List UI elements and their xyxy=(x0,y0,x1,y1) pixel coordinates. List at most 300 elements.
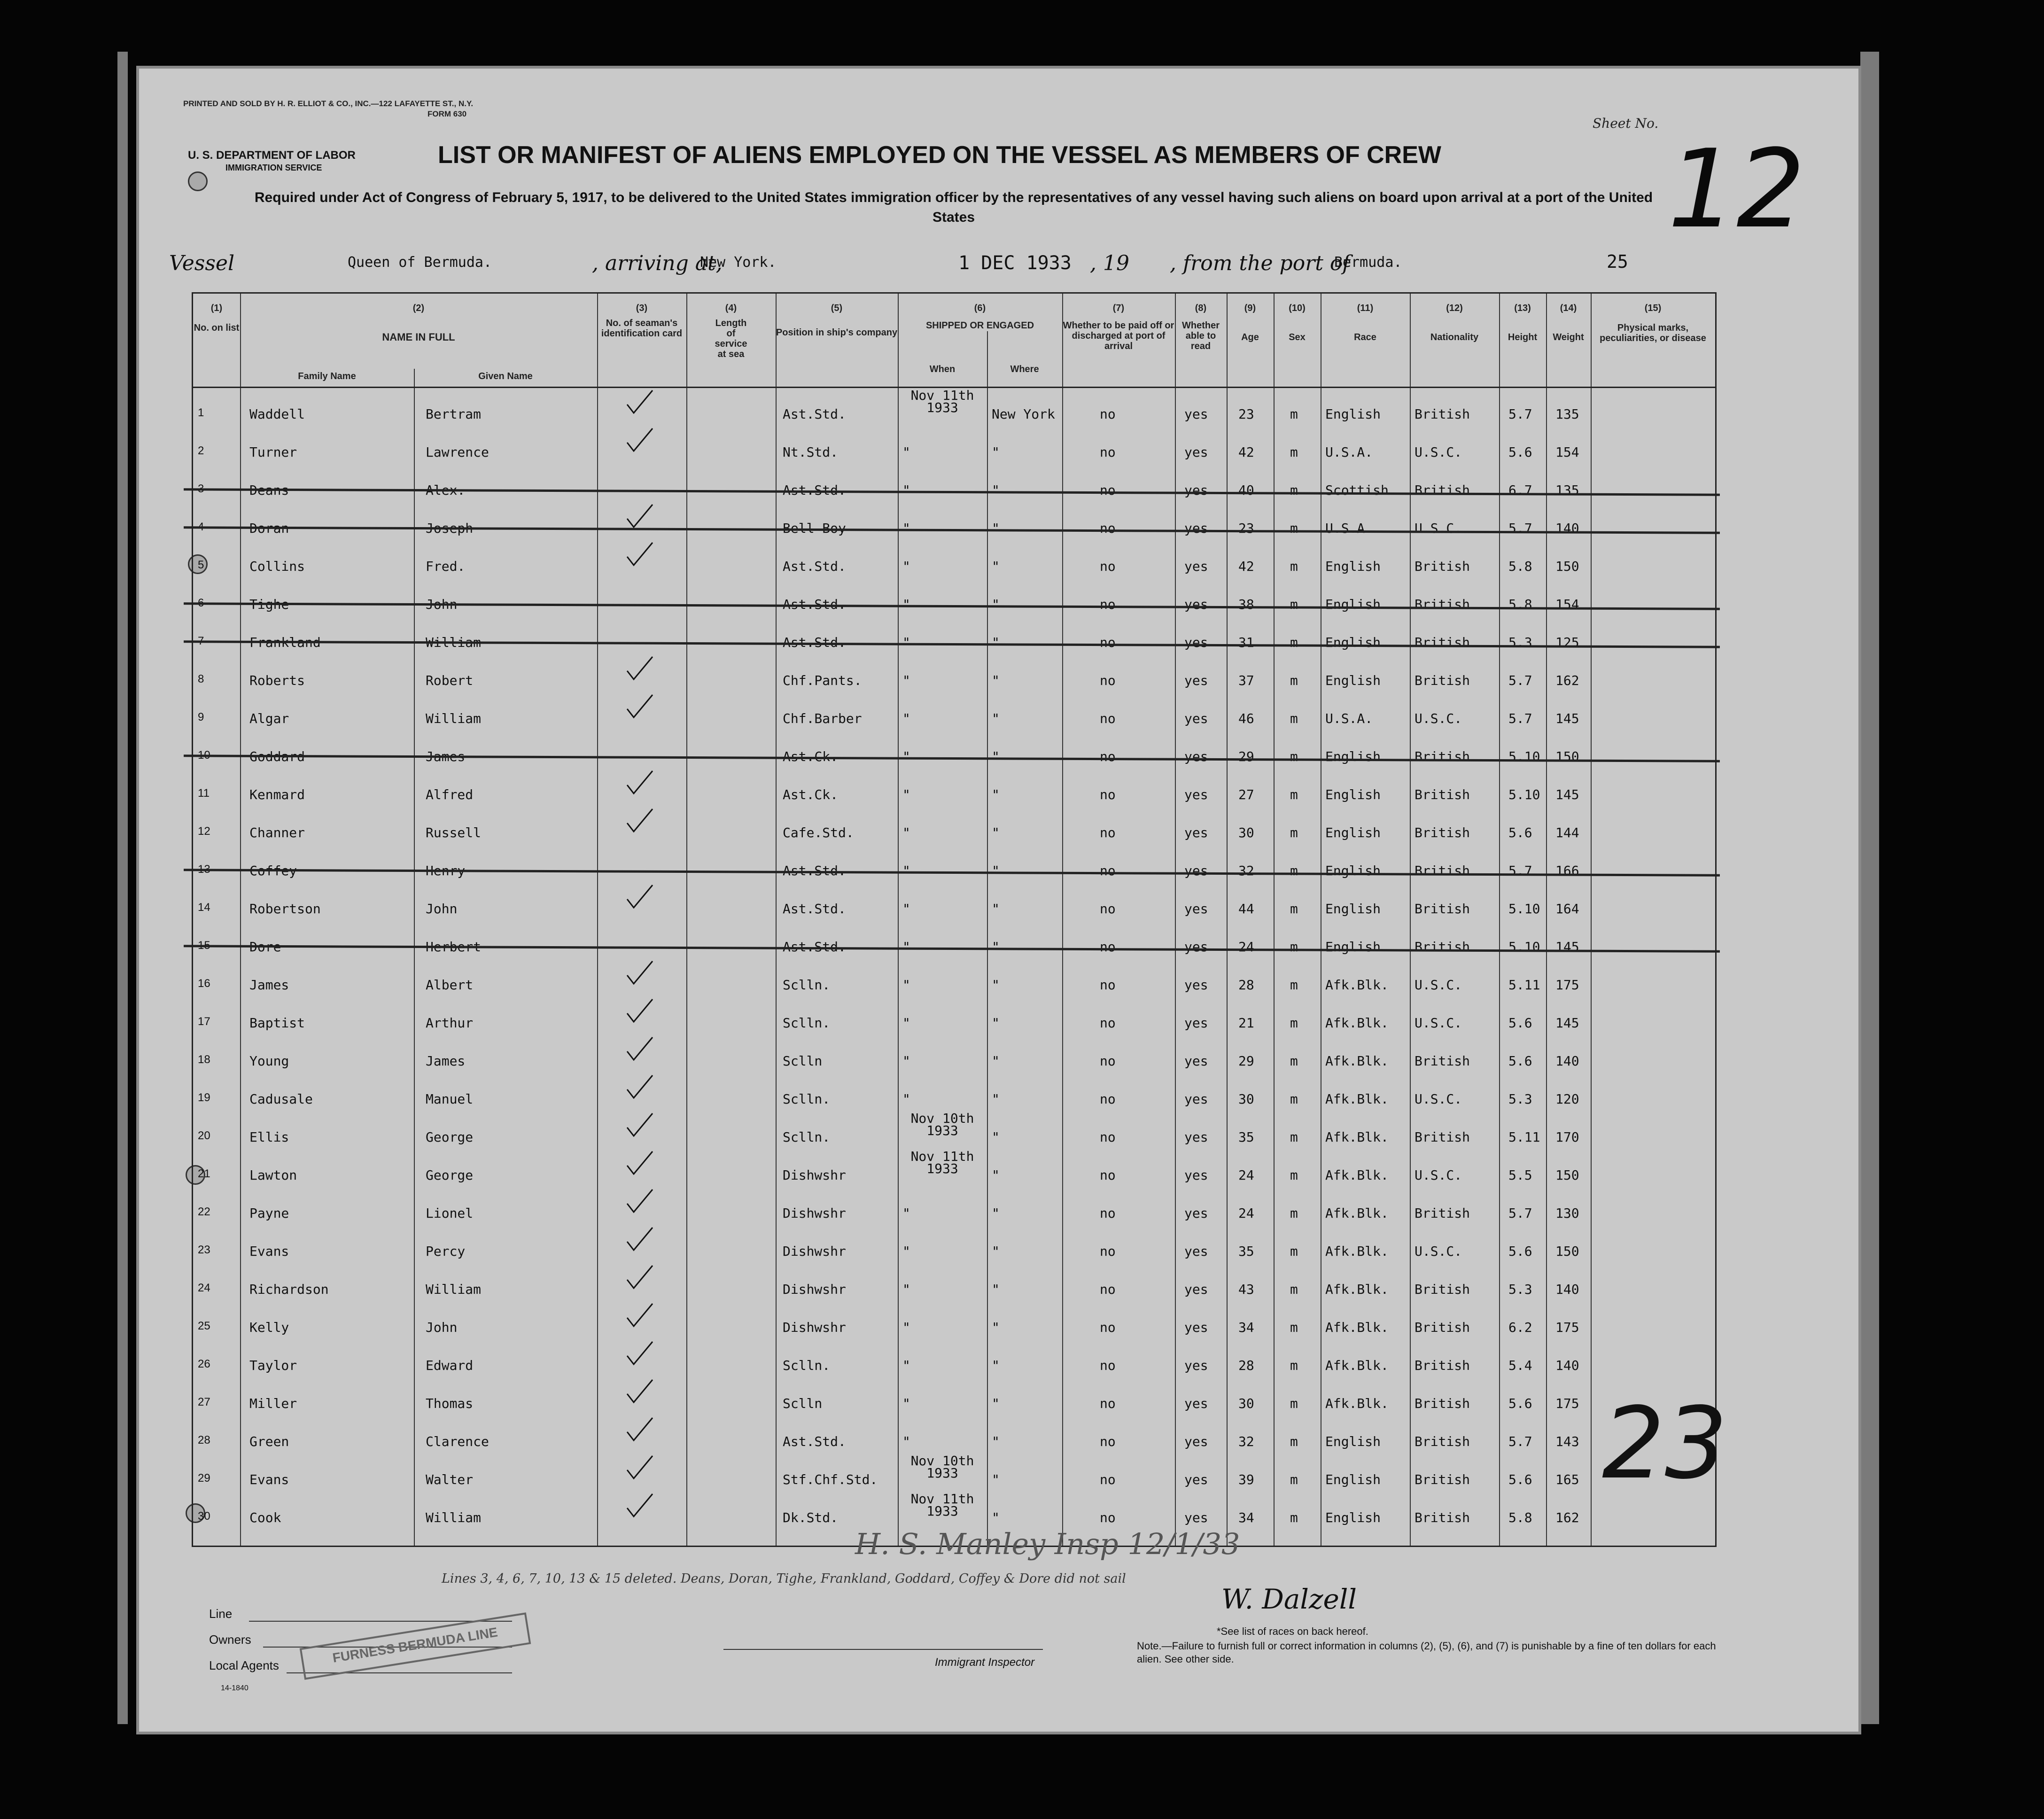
nationality: British xyxy=(1414,1510,1470,1525)
age: 28 xyxy=(1238,1358,1254,1373)
table-row xyxy=(193,1229,1715,1267)
age: 23 xyxy=(1238,406,1254,422)
nationality: British xyxy=(1414,559,1470,574)
position: Ast.Std. xyxy=(783,939,846,955)
nationality: British xyxy=(1414,1396,1470,1411)
paid-off: no xyxy=(1100,521,1116,536)
weight: 150 xyxy=(1555,1244,1579,1259)
shipped-when: Nov 11th 1933 xyxy=(910,388,974,415)
paid-off: no xyxy=(1100,482,1116,498)
shipped-where: " xyxy=(992,749,1000,764)
position: Ast.Std. xyxy=(783,635,846,650)
shipped-where: " xyxy=(992,1396,1000,1411)
check-mark-icon xyxy=(625,426,653,454)
able-to-read: yes xyxy=(1184,559,1208,574)
page-edge-right xyxy=(1860,52,1879,1724)
paid-off: no xyxy=(1100,939,1116,955)
check-mark-icon xyxy=(625,1377,653,1405)
sex: m xyxy=(1290,1244,1298,1259)
sex: m xyxy=(1290,977,1298,993)
paid-off: no xyxy=(1100,825,1116,840)
shipped-where: " xyxy=(992,482,1000,498)
weight: 150 xyxy=(1555,559,1579,574)
weight: 135 xyxy=(1555,406,1579,422)
position: Sclln. xyxy=(783,1129,831,1145)
shipped-where: " xyxy=(992,711,1000,726)
col1-label: No. on list xyxy=(194,323,240,333)
row-number: 26 xyxy=(198,1358,210,1370)
weight: 140 xyxy=(1555,1358,1579,1373)
table-row xyxy=(193,659,1715,696)
nationality: British xyxy=(1414,1129,1470,1145)
row-number: 8 xyxy=(198,673,204,685)
col10-label: Sex xyxy=(1289,332,1306,342)
table-row xyxy=(193,1149,1715,1191)
shipped-when: " xyxy=(902,482,910,498)
col4-number: (4) xyxy=(725,303,737,313)
paid-off: no xyxy=(1100,1358,1116,1373)
height: 5.3 xyxy=(1508,1091,1532,1107)
col5-header xyxy=(776,303,898,338)
age: 32 xyxy=(1238,863,1254,878)
row-number: 21 xyxy=(198,1167,210,1180)
col3-label: No. of seaman's identification card xyxy=(601,318,683,339)
row-number: 2 xyxy=(198,444,204,457)
family-name: Richardson xyxy=(249,1282,329,1297)
shipped-where: " xyxy=(992,1320,1000,1335)
given-name: William xyxy=(426,711,482,726)
row-number: 23 xyxy=(198,1244,210,1256)
race: English xyxy=(1325,1472,1381,1487)
col13-header xyxy=(1499,303,1546,342)
year-label: , 19 xyxy=(1090,251,1129,275)
race: U.S.A. xyxy=(1325,521,1373,536)
penalty-note: Note.—Failure to furnish full or correct information in columns (2), (5), (6), and (7) is punishable by a fine of ten dollars for each alien. See other side. xyxy=(1137,1640,1716,1665)
shipped-when: " xyxy=(902,521,910,536)
row-number: 17 xyxy=(198,1015,210,1028)
col14-number: (14) xyxy=(1560,303,1577,313)
col6-header xyxy=(898,303,1062,331)
shipped-where: New York xyxy=(992,406,1055,422)
check-mark-icon xyxy=(625,1301,653,1329)
position: Cafe.Std. xyxy=(783,825,854,840)
shipped-where: " xyxy=(992,901,1000,917)
races-note: *See list of races on back hereof. xyxy=(1217,1625,1368,1637)
shipped-when: " xyxy=(902,444,910,460)
height: 5.7 xyxy=(1508,711,1532,726)
nationality: British xyxy=(1414,863,1470,878)
check-mark-icon xyxy=(625,1415,653,1443)
col14-header xyxy=(1546,303,1591,342)
age: 24 xyxy=(1238,1205,1254,1221)
race: English xyxy=(1325,1510,1381,1525)
age: 32 xyxy=(1238,1434,1254,1449)
table-row xyxy=(193,1191,1715,1229)
check-mark-icon xyxy=(625,1225,653,1253)
given-name: Herbert xyxy=(426,939,482,955)
weight: 140 xyxy=(1555,1053,1579,1069)
sex: m xyxy=(1290,863,1298,878)
age: 30 xyxy=(1238,825,1254,840)
age: 31 xyxy=(1238,635,1254,650)
height: 5.7 xyxy=(1508,406,1532,422)
nationality: British xyxy=(1414,749,1470,764)
paid-off: no xyxy=(1100,1396,1116,1411)
service-name: IMMIGRATION SERVICE xyxy=(225,163,322,172)
able-to-read: yes xyxy=(1184,521,1208,536)
nationality: British xyxy=(1414,1282,1470,1297)
strike-through-line xyxy=(184,640,1720,648)
position: Dishwshr xyxy=(783,1282,846,1297)
age: 30 xyxy=(1238,1396,1254,1411)
paid-off: no xyxy=(1100,406,1116,422)
position: Dishwshr xyxy=(783,1205,846,1221)
able-to-read: yes xyxy=(1184,787,1208,802)
weight: 166 xyxy=(1555,863,1579,878)
position: Ast.Std. xyxy=(783,901,846,917)
col12-header xyxy=(1410,303,1499,342)
row-number: 19 xyxy=(198,1091,210,1104)
col14-label: Weight xyxy=(1553,332,1584,342)
department-name: U. S. DEPARTMENT OF LABOR xyxy=(188,149,356,162)
check-mark-icon xyxy=(625,1491,653,1519)
age: 37 xyxy=(1238,673,1254,688)
race: English xyxy=(1325,939,1381,955)
arriving-port: New York. xyxy=(700,254,777,271)
paid-off: no xyxy=(1100,1167,1116,1183)
sex: m xyxy=(1290,901,1298,917)
family-name: Kelly xyxy=(249,1320,289,1335)
age: 40 xyxy=(1238,482,1254,498)
given-name: Alex. xyxy=(426,482,466,498)
paid-off: no xyxy=(1100,597,1116,612)
table-row xyxy=(193,735,1715,772)
row-number: 28 xyxy=(198,1434,210,1446)
family-name: Waddell xyxy=(249,406,305,422)
row-number: 4 xyxy=(198,521,204,533)
table-row xyxy=(193,1344,1715,1381)
table-row xyxy=(193,963,1715,1001)
row-number: 11 xyxy=(198,787,210,800)
height: 5.5 xyxy=(1508,1167,1532,1183)
vessel-name: Queen of Bermuda. xyxy=(348,254,492,271)
col2a-header: Family Name xyxy=(298,371,356,381)
race: Afk.Blk. xyxy=(1325,1396,1389,1411)
height: 5.10 xyxy=(1508,787,1540,802)
nationality: British xyxy=(1414,901,1470,917)
col7-label: Whether to be paid off or discharged at port of arrival xyxy=(1063,320,1174,351)
age: 29 xyxy=(1238,1053,1254,1069)
shipped-when: " xyxy=(902,1053,910,1069)
able-to-read: yes xyxy=(1184,1472,1208,1487)
able-to-read: yes xyxy=(1184,1244,1208,1259)
table-row xyxy=(193,621,1715,658)
table-row xyxy=(193,468,1715,506)
race: English xyxy=(1325,825,1381,840)
row-number: 25 xyxy=(198,1320,210,1332)
given-name: James xyxy=(426,749,466,764)
shipped-where: " xyxy=(992,1015,1000,1031)
height: 5.6 xyxy=(1508,1244,1532,1259)
height: 5.8 xyxy=(1508,559,1532,574)
nationality: U.S.C. xyxy=(1414,444,1462,460)
shipped-when: " xyxy=(902,749,910,764)
able-to-read: yes xyxy=(1184,597,1208,612)
arriving-label: , arriving at, xyxy=(592,251,723,275)
table-row xyxy=(193,1306,1715,1343)
race: Afk.Blk. xyxy=(1325,1358,1389,1373)
paid-off: no xyxy=(1100,1320,1116,1335)
sex: m xyxy=(1290,444,1298,460)
weight: 143 xyxy=(1555,1434,1579,1449)
strike-through-line xyxy=(184,602,1720,610)
table-row xyxy=(193,1453,1715,1495)
able-to-read: yes xyxy=(1184,749,1208,764)
given-name: William xyxy=(426,1510,482,1525)
col2-header xyxy=(240,303,597,342)
arrival-date: 1 DEC 1933 xyxy=(958,252,1072,274)
check-mark-icon xyxy=(625,540,653,568)
row-number: 14 xyxy=(198,901,210,914)
family-name: Green xyxy=(249,1434,289,1449)
race: English xyxy=(1325,635,1381,650)
able-to-read: yes xyxy=(1184,1091,1208,1107)
family-name: Miller xyxy=(249,1396,297,1411)
paid-off: no xyxy=(1100,1053,1116,1069)
shipped-when: " xyxy=(902,825,910,840)
height: 5.7 xyxy=(1508,1434,1532,1449)
age: 29 xyxy=(1238,749,1254,764)
sex: m xyxy=(1290,1053,1298,1069)
table-row xyxy=(193,697,1715,734)
family-name: Tighe xyxy=(249,597,289,612)
able-to-read: yes xyxy=(1184,901,1208,917)
height: 6.2 xyxy=(1508,1320,1532,1335)
sex: m xyxy=(1290,521,1298,536)
shipped-where: " xyxy=(992,1129,1000,1145)
strike-through-line xyxy=(184,754,1720,762)
height: 5.6 xyxy=(1508,444,1532,460)
position: Ast.Std. xyxy=(783,1434,846,1449)
height: 5.6 xyxy=(1508,1396,1532,1411)
weight: 145 xyxy=(1555,1015,1579,1031)
family-name: Evans xyxy=(249,1472,289,1487)
position: Sclln. xyxy=(783,977,831,993)
sex: m xyxy=(1290,482,1298,498)
table-row xyxy=(193,430,1715,468)
row-number: 1 xyxy=(198,406,204,419)
race: Afk.Blk. xyxy=(1325,1282,1389,1297)
paid-off: no xyxy=(1100,749,1116,764)
family-name: Collins xyxy=(249,559,305,574)
check-mark-icon xyxy=(625,1034,653,1063)
family-name: Goddard xyxy=(249,749,305,764)
crew-table xyxy=(192,292,1717,1547)
height: 5.3 xyxy=(1508,1282,1532,1297)
position: Ast.Ck. xyxy=(783,749,839,764)
shipped-when: " xyxy=(902,1358,910,1373)
sex: m xyxy=(1290,1320,1298,1335)
paid-off: no xyxy=(1100,444,1116,460)
race: English xyxy=(1325,673,1381,688)
nationality: British xyxy=(1414,1358,1470,1373)
printer-imprint xyxy=(183,99,473,119)
weight: 165 xyxy=(1555,1472,1579,1487)
col6a-header: When xyxy=(929,364,956,374)
strike-through-line xyxy=(184,488,1720,496)
check-mark-icon xyxy=(625,692,653,720)
given-name: Lawrence xyxy=(426,444,489,460)
given-name: Clarence xyxy=(426,1434,489,1449)
col8-label: Whether able to read xyxy=(1182,320,1220,351)
line-label: Line xyxy=(209,1607,233,1621)
inspector-rule xyxy=(723,1649,1043,1650)
paid-off: no xyxy=(1100,635,1116,650)
sex: m xyxy=(1290,939,1298,955)
able-to-read: yes xyxy=(1184,673,1208,688)
paid-off: no xyxy=(1100,1434,1116,1449)
able-to-read: yes xyxy=(1184,1320,1208,1335)
check-mark-icon xyxy=(625,502,653,530)
table-row xyxy=(193,506,1715,544)
able-to-read: yes xyxy=(1184,406,1208,422)
shipped-where: " xyxy=(992,977,1000,993)
shipped-when: Nov 11th 1933 xyxy=(910,1149,974,1176)
nationality: British xyxy=(1414,1053,1470,1069)
position: Nt.Std. xyxy=(783,444,839,460)
check-mark-icon xyxy=(625,996,653,1025)
able-to-read: yes xyxy=(1184,1205,1208,1221)
weight: 154 xyxy=(1555,597,1579,612)
from-port: Bermuda. xyxy=(1334,254,1402,271)
sheet-no-label: Sheet No. xyxy=(1593,116,1659,131)
race: English xyxy=(1325,597,1381,612)
shipped-where: " xyxy=(992,825,1000,840)
given-name: Joseph xyxy=(426,521,474,536)
shipped-when: " xyxy=(902,1396,910,1411)
position: Dk.Std. xyxy=(783,1510,839,1525)
able-to-read: yes xyxy=(1184,1129,1208,1145)
col11-number: (11) xyxy=(1357,303,1374,313)
able-to-read: yes xyxy=(1184,939,1208,955)
row-number: 10 xyxy=(198,749,210,762)
from-port-label: , from the port of xyxy=(1170,251,1350,275)
given-name: John xyxy=(426,901,458,917)
age: 34 xyxy=(1238,1320,1254,1335)
weight: 150 xyxy=(1555,749,1579,764)
position: Ast.Std. xyxy=(783,482,846,498)
position: Bell Boy xyxy=(783,521,846,536)
paid-off: no xyxy=(1100,1282,1116,1297)
family-name: Cadusale xyxy=(249,1091,313,1107)
paid-off: no xyxy=(1100,1244,1116,1259)
race: Afk.Blk. xyxy=(1325,1091,1389,1107)
nationality: British xyxy=(1414,482,1470,498)
col6b-header: Where xyxy=(1010,364,1039,374)
given-name: Arthur xyxy=(426,1015,474,1031)
sex: m xyxy=(1290,635,1298,650)
weight: 125 xyxy=(1555,635,1579,650)
height: 5.6 xyxy=(1508,825,1532,840)
sex: m xyxy=(1290,1472,1298,1487)
table-row xyxy=(193,583,1715,620)
race: English xyxy=(1325,559,1381,574)
able-to-read: yes xyxy=(1184,1167,1208,1183)
height: 5.4 xyxy=(1508,1358,1532,1373)
family-name: Roberts xyxy=(249,673,305,688)
race: Afk.Blk. xyxy=(1325,1244,1389,1259)
check-mark-icon xyxy=(625,654,653,682)
height: 5.8 xyxy=(1508,1510,1532,1525)
col7-header xyxy=(1062,303,1175,351)
given-name: Lionel xyxy=(426,1205,474,1221)
table-row xyxy=(193,1382,1715,1419)
check-mark-icon xyxy=(625,1111,653,1139)
age: 27 xyxy=(1238,787,1254,802)
shipped-where: " xyxy=(992,1434,1000,1449)
weight: 150 xyxy=(1555,1167,1579,1183)
shipped-when: " xyxy=(902,1091,910,1107)
race: Scottish xyxy=(1325,482,1389,498)
weight: 144 xyxy=(1555,825,1579,840)
nationality: U.S.C. xyxy=(1414,1015,1462,1031)
paid-off: no xyxy=(1100,1091,1116,1107)
weight: 130 xyxy=(1555,1205,1579,1221)
col1-header xyxy=(193,303,240,333)
able-to-read: yes xyxy=(1184,1358,1208,1373)
family-name: Taylor xyxy=(249,1358,297,1373)
age: 34 xyxy=(1238,1510,1254,1525)
shipped-when: " xyxy=(902,901,910,917)
shipped-when: " xyxy=(902,977,910,993)
sex: m xyxy=(1290,673,1298,688)
shipped-when: " xyxy=(902,1205,910,1221)
sex: m xyxy=(1290,1434,1298,1449)
able-to-read: yes xyxy=(1184,1510,1208,1525)
race: Afk.Blk. xyxy=(1325,1205,1389,1221)
shipped-when: " xyxy=(902,1015,910,1031)
weight: 154 xyxy=(1555,444,1579,460)
shipped-where: " xyxy=(992,939,1000,955)
position: Sclln. xyxy=(783,1358,831,1373)
col5-label: Position in ship's company xyxy=(776,327,898,338)
col12-label: Nationality xyxy=(1430,332,1479,342)
shipped-where: " xyxy=(992,1091,1000,1107)
height: 5.7 xyxy=(1508,673,1532,688)
master-signature: W. Dalzell xyxy=(1221,1583,1357,1615)
race: Afk.Blk. xyxy=(1325,1053,1389,1069)
table-row xyxy=(193,1039,1715,1077)
nationality: British xyxy=(1414,635,1470,650)
nationality: U.S.C. xyxy=(1414,1091,1462,1107)
table-row xyxy=(193,1111,1715,1153)
table-row xyxy=(193,1077,1715,1115)
row-number: 18 xyxy=(198,1053,210,1066)
paid-off: no xyxy=(1100,977,1116,993)
height: 5.6 xyxy=(1508,1053,1532,1069)
shipped-where: " xyxy=(992,635,1000,650)
shipped-when: " xyxy=(902,1320,910,1335)
able-to-read: yes xyxy=(1184,635,1208,650)
punch-hole xyxy=(188,171,208,191)
page-title: LIST OR MANIFEST OF ALIENS EMPLOYED ON THE VESSEL AS MEMBERS OF CREW xyxy=(438,141,1441,169)
shipped-when: " xyxy=(902,1434,910,1449)
nationality: U.S.C. xyxy=(1414,711,1462,726)
race: English xyxy=(1325,863,1381,878)
age: 42 xyxy=(1238,444,1254,460)
table-row xyxy=(193,388,1715,430)
table-row xyxy=(193,1001,1715,1039)
